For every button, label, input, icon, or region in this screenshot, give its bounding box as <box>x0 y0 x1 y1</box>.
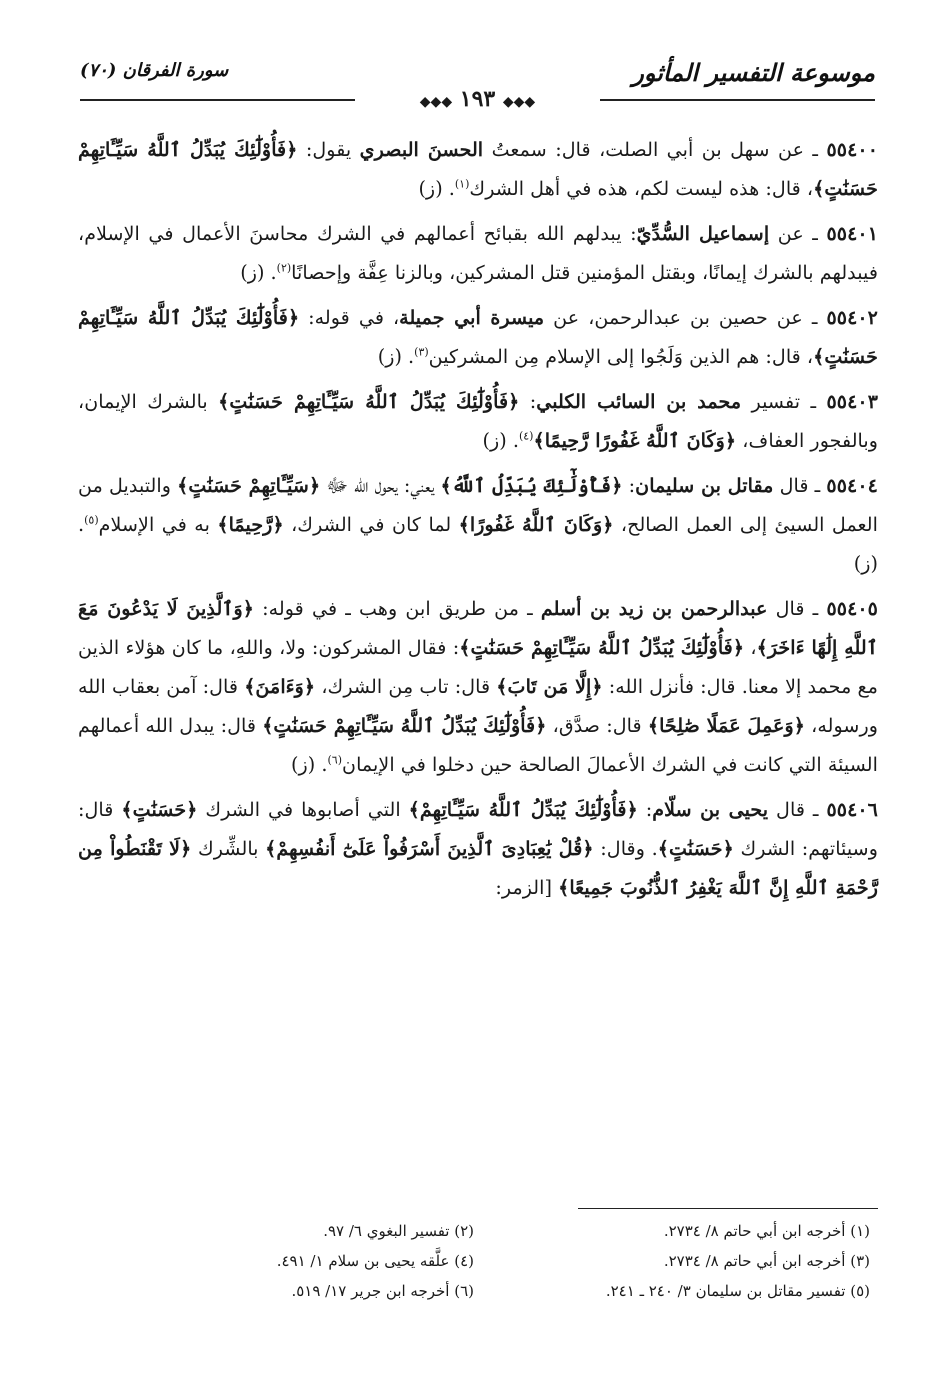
quran-quote: ﴿سَيِّـَٔاتِهِمْ حَسَنَٰتٍ﴾ <box>177 474 321 497</box>
entry-text: : فقال المشركون: ولا، واللهِ، ما كان هؤلاء الذين مع محمد إلا معنا. قال: فأنزل الله: <box>78 636 878 698</box>
entry-text: : <box>519 390 537 413</box>
surah-title: سورة الفرقان (٧٠) <box>80 60 229 81</box>
entry-text: ـ قال <box>767 597 827 620</box>
entry-text: به في الإسلام <box>98 513 218 536</box>
entry-text: قال: صدَّق، <box>546 714 648 737</box>
entry-text: ، قال: هذه ليست لكم، هذه في أهل الشرك <box>469 177 814 200</box>
entry-text: [الزمر: <box>495 876 559 899</box>
entry-text: ، <box>744 636 757 659</box>
footnote-ref: (٣) <box>414 345 429 359</box>
entry-number: ٥٥٤٠١ <box>826 222 878 245</box>
entry-text: يعني: يحول الله ﷻ <box>320 474 441 497</box>
footnotes <box>78 1216 870 1306</box>
entry-text: . (ز) <box>482 429 519 452</box>
footnote: (٢) تفسير البغوي ٦/ ٩٧. <box>323 1222 474 1240</box>
narrator-name: إسماعيل السُّدِّيّ <box>636 222 770 245</box>
quran-quote: ﴿قُلْ يَٰعِبَادِىَ ٱلَّذِينَ أَسْرَفُواْ عَلَىٰٓ أَنفُسِهِمْ﴾ <box>265 837 594 860</box>
entry-text: : <box>637 798 653 821</box>
quran-quote: ﴿وَعَمِلَ عَمَلًا صَٰلِحًا﴾ <box>647 714 805 737</box>
entry-text: قال: تاب مِن الشرك، <box>315 675 497 698</box>
entry-number: ٥٥٤٠٦ <box>826 798 878 821</box>
entry-text: . (ز) <box>78 513 878 575</box>
entry-text: قال: وسيئاتهم: الشرك <box>78 798 878 860</box>
narrator-name: مقاتل بن سليمان <box>635 474 774 497</box>
entry-text: لما كان في الشرك، <box>283 513 459 536</box>
narrator-name: ميسرة أبي جميلة <box>399 306 545 329</box>
entry-text: ـ عن <box>769 222 827 245</box>
footnote-row <box>78 1216 870 1246</box>
quran-quote: ﴿فَأُوْلَٰٓئِكَ يُبَدِّلُ ٱللَّهُ﴾ <box>440 474 623 497</box>
entry-text: . (ز) <box>240 261 277 284</box>
entry-text: التي أصابوها في الشرك <box>197 798 409 821</box>
quran-quote: ﴿فَأُوْلَٰٓئِكَ يُبَدِّلُ ٱللَّهُ سَيِّـَٔاتِهِمْ حَسَنَٰتٍ﴾ <box>78 138 878 200</box>
quran-quote: ﴿فَأُوْلَٰٓئِكَ يُبَدِّلُ ٱللَّهُ سَيِّـَٔاتِهِمْ حَسَنَٰتٍ﴾ <box>262 714 547 737</box>
quran-quote: ﴿فَأُوْلَٰٓئِكَ يُبَدِّلُ ٱللَّهُ سَيِّـَٔاتِهِمْ حَسَنَٰتٍ﴾ <box>78 306 878 368</box>
footnote-row <box>78 1246 870 1276</box>
quran-quote: ﴿وَءَامَنَ﴾ <box>244 675 316 698</box>
quran-quote: ﴿وَكَانَ ٱللَّهُ غَفُورًا﴾ <box>458 513 614 536</box>
footnote: (٥) تفسير مقاتل بن سليمان ٣/ ٢٤٠ ـ ٢٤١. <box>605 1282 870 1300</box>
narrator-name: محمد بن السائب الكلبي <box>536 390 742 413</box>
entry-text: ـ قال <box>768 798 827 821</box>
entry-text: . (ز) <box>418 177 455 200</box>
entry-text: . (ز) <box>377 345 415 368</box>
quran-quote: ﴿حَسَنَٰتٍ﴾ <box>657 837 734 860</box>
narrator-name: الحسنَ البصري <box>359 138 484 161</box>
quran-quote: ﴿رَّحِيمًا﴾ <box>217 513 284 536</box>
footnote: (١) أخرجه ابن أبي حاتم ٨/ ٢٧٣٤. <box>663 1222 870 1240</box>
entry-text: قال: آمن بعقاب الله ورسوله، <box>78 675 879 737</box>
entry-text: . وقال: <box>593 837 658 860</box>
entry-number: ٥٥٤٠٣ <box>826 390 878 413</box>
commentary-entry <box>78 466 878 583</box>
footnote-ref: (١) <box>454 177 470 191</box>
commentary-body <box>78 130 878 913</box>
ornament-icon: ◆◆◆ <box>419 94 453 110</box>
book-title: موسوعة التفسير المأثور <box>632 58 875 87</box>
footnote-separator <box>578 1208 878 1209</box>
ornament-icon: ◆◆◆ <box>502 94 536 110</box>
quran-quote: ﴿إِلَّا مَن تَابَ﴾ <box>496 675 603 698</box>
footnote-ref: (٦) <box>327 753 342 767</box>
commentary-entry <box>78 589 878 784</box>
footnote: (٣) أخرجه ابن أبي حاتم ٨/ ٢٧٣٤. <box>663 1252 870 1270</box>
entry-text: ، قال: هم الذين وَلَجُوا إلى الإسلام مِن المشركين <box>428 345 814 368</box>
page-number: ١٩٣ <box>459 86 496 112</box>
quran-quote: ﴿وَٱلَّذِينَ لَا يَدْعُونَ مَعَ ٱللَّهِ إِلَٰهًا ءَاخَرَ﴾ <box>78 597 879 659</box>
entry-text: : يبدلهم الله بقبائح أعمالهم في الشرك محاسنَ الأعمال في الإسلام، فيبدلهم بالشرك إيمانًا، وبقتل المؤمنين قتل المشركين، وبالزنا عِفَّة وإحصانًا <box>78 222 878 284</box>
quran-quote: ﴿وَكَانَ ٱللَّهُ غَفُورًا رَّحِيمًا﴾ <box>533 429 737 452</box>
entry-text: ـ عن حصين بن عبدالرحمن، عن <box>544 306 827 329</box>
footnote: (٤) علَّقه يحيى بن سلام ١/ ٤٩١. <box>276 1252 474 1270</box>
entry-text: : <box>622 474 636 497</box>
footnote-ref: (٢) <box>276 261 292 275</box>
entry-number: ٥٥٤٠٢ <box>826 306 878 329</box>
entry-text: قال: يبدل الله أعمالهم السيئة التي كانت في الشرك الأعمالَ الصالحة حين دخلوا في الإيمان <box>78 714 878 776</box>
entry-text: بالشرك الإيمان، وبالفجور العفاف، <box>78 390 878 452</box>
entry-text: ـ قال <box>773 474 827 497</box>
quran-quote: ﴿لَا تَقْنَطُواْ مِن رَّحْمَةِ ٱللَّهِ إِنَّ ٱللَّهَ يَغْفِرُ ٱلذُّنُوبَ جَمِيعًا﴾ <box>78 837 878 899</box>
page-header <box>80 52 875 110</box>
commentary-entry <box>78 382 878 460</box>
entry-text: ـ من طريق ابن وهب ـ في قوله: <box>254 597 541 620</box>
footnote: (٦) أخرجه ابن جرير ١٧/ ٥١٩. <box>291 1282 474 1300</box>
entry-text: بالشِّرك <box>191 837 266 860</box>
commentary-entry <box>78 214 878 292</box>
commentary-entry <box>78 790 878 907</box>
footnote-ref: (٤) <box>518 429 534 443</box>
commentary-entry <box>78 298 878 376</box>
entry-number: ٥٥٤٠٠ <box>826 138 878 161</box>
commentary-entry <box>78 130 878 208</box>
page-number-wrap <box>80 86 875 112</box>
footnote-row <box>78 1276 870 1306</box>
entry-text: ، في قوله: <box>299 306 400 329</box>
narrator-name: عبدالرحمن بن زيد بن أسلم <box>540 597 768 620</box>
footnote-ref: (٥) <box>84 513 99 527</box>
entry-text: ـ عن سهل بن أبي الصلت، قال: سمعتُ <box>483 138 827 161</box>
entry-text: يقول: <box>297 138 360 161</box>
entry-number: ٥٥٤٠٤ <box>826 474 878 497</box>
narrator-name: يحيى بن سلّام <box>652 798 769 821</box>
entry-number: ٥٥٤٠٥ <box>826 597 878 620</box>
quran-quote: ﴿فَأُوْلَٰٓئِكَ يُبَدِّلُ ٱللَّهُ سَيِّـَٔاتِهِمْ حَسَنَٰتٍ﴾ <box>218 390 520 413</box>
quran-quote: ﴿فَأُوْلَٰٓئِكَ يُبَدِّلُ ٱللَّهُ سَيِّـَٔاتِهِمْ﴾ <box>408 798 638 821</box>
entry-text: . (ز) <box>291 753 328 776</box>
entry-text: والتبديل من العمل السيئ إلى العمل الصالح، <box>78 474 878 536</box>
quran-quote: ﴿حَسَنَٰتٍ﴾ <box>121 798 198 821</box>
quran-quote: ﴿فَأُوْلَٰٓئِكَ يُبَدِّلُ ٱللَّهُ سَيِّـَٔاتِهِمْ حَسَنَٰتٍ﴾ <box>459 636 745 659</box>
entry-text: ـ تفسير <box>741 390 827 413</box>
